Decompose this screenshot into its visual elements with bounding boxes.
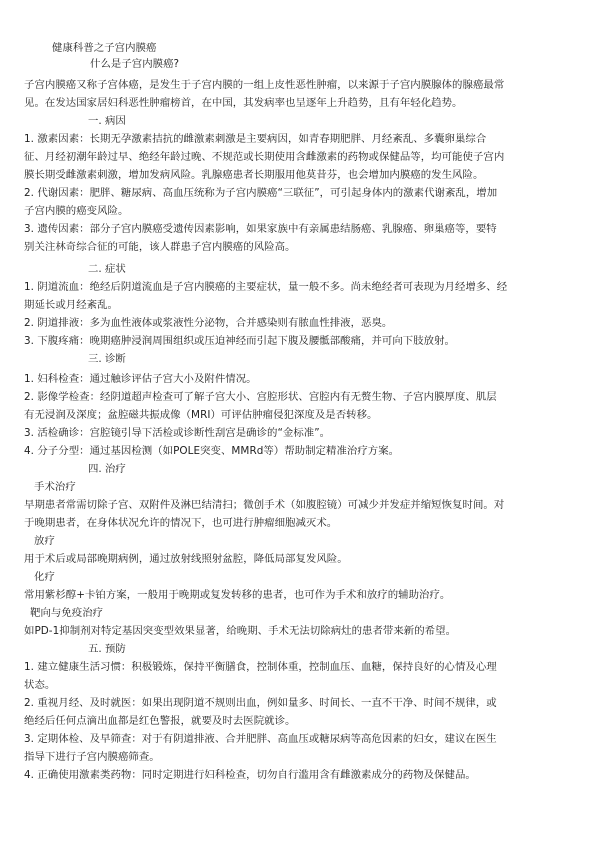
body-line: 1. 妇科检查：通过触诊评估子宫大小及附件情况。 bbox=[24, 373, 257, 385]
body-line: 有无浸润及深度；盆腔磁共振成像（MRI）可评估肿瘤侵犯深度及是否转移。 bbox=[24, 409, 378, 421]
intro-line: 子宫内膜癌又称子宫体癌，是发生于子宫内膜的一组上皮性恶性肿瘤，以来源于子宫内膜腺体的腺癌最常 bbox=[24, 79, 505, 91]
body-line: 绝经后任何点滴出血都是红色警报，就要及时去医院就诊。 bbox=[24, 715, 296, 727]
intro-line: 见。在发达国家居妇科恶性肿瘤榜首，在中国，其发病率也呈逐年上升趋势，且有年轻化趋势。 bbox=[24, 97, 463, 109]
body-line: 状态。 bbox=[24, 679, 56, 691]
section-heading-treatment: 四. 治疗 bbox=[88, 463, 126, 475]
subheading-chemotherapy: 化疗 bbox=[34, 571, 55, 583]
body-line: 3. 定期体检、及早筛查：对于有阴道排液、合并肥胖、高血压或糖尿病等高危因素的妇女，建议在医生 bbox=[24, 733, 497, 745]
body-line: 3. 下腹疼痛：晚期癌肿浸润周围组织或压迫神经而引起下腹及腰骶部酸痛，并可向下肢放射。 bbox=[24, 335, 455, 347]
body-line: 1. 建立健康生活习惯：积极锻炼，保持平衡膳食，控制体重，控制血压、血糖，保持良好的心情及心理 bbox=[24, 661, 497, 673]
body-line: 3. 遗传因素：部分子宫内膜癌受遗传因素影响，如果家族中有亲属患结肠癌、乳腺癌、卵巢癌等，要特 bbox=[24, 223, 497, 235]
body-line: 子宫内膜的癌变风险。 bbox=[24, 205, 129, 217]
body-line: 于晚期患者，在身体状况允许的情况下，也可进行肿瘤细胞减灭术。 bbox=[24, 517, 338, 529]
body-line: 1. 阴道流血：绝经后阴道流血是子宫内膜癌的主要症状，量一般不多。尚未绝经者可表现为月经增多、经 bbox=[24, 281, 508, 293]
body-line: 2. 重视月经、及时就医：如果出现阴道不规则出血，例如量多、时间长、一直不干净、时间不规律，或 bbox=[24, 697, 497, 709]
body-line: 2. 代谢因素：肥胖、糖尿病、高血压统称为子宫内膜癌“三联征”，可引起身体内的激素代谢紊乱，增加 bbox=[24, 187, 498, 199]
body-line: 期延长或月经紊乱。 bbox=[24, 299, 118, 311]
section-heading-diagnosis: 三. 诊断 bbox=[88, 353, 126, 365]
subheading-surgery: 手术治疗 bbox=[34, 481, 76, 493]
body-line: 4. 正确使用激素类药物：同时定期进行妇科检查，切勿自行滥用含有雌激素成分的药物及保健品。 bbox=[24, 769, 476, 781]
section-heading-symptoms: 二. 症状 bbox=[88, 263, 126, 275]
body-line: 1. 激素因素：长期无孕激素拮抗的雌激素刺激是主要病因，如青春期肥胖、月经紊乱、多囊卵巢综合 bbox=[24, 133, 487, 145]
section-heading-prevention: 五. 预防 bbox=[88, 643, 126, 655]
subheading-targeted-immune: 靶向与免疫治疗 bbox=[30, 607, 104, 619]
body-line: 征、月经初潮年龄过早、绝经年龄过晚、不规范或长期使用含雌激素的药物或保健品等，均可能使子宫内 bbox=[24, 151, 505, 163]
body-line: 如PD-1抑制剂对特定基因突变型效果显著，给晚期、手术无法切除病灶的患者带来新的希望。 bbox=[24, 625, 457, 637]
body-line: 用于术后或局部晚期病例，通过放射线照射盆腔，降低局部复发风险。 bbox=[24, 553, 348, 565]
body-line: 4. 分子分型：通过基因检测（如POLE突变、MMRd等）帮助制定精准治疗方案。 bbox=[24, 445, 400, 457]
doc-title: 健康科普之子宫内膜癌 bbox=[52, 42, 157, 54]
body-line: 指导下进行子宫内膜癌筛查。 bbox=[24, 751, 160, 763]
body-line: 早期患者常需切除子宫、双附件及淋巴结清扫；微创手术（如腹腔镜）可减少并发症并缩短恢复时间。对 bbox=[24, 499, 505, 511]
body-line: 别关注林奇综合征的可能，该人群患子宫内膜癌的风险高。 bbox=[24, 241, 296, 253]
body-line: 常用紫杉醇+卡铂方案，一般用于晚期或复发转移的患者，也可作为手术和放疗的辅助治疗。 bbox=[24, 589, 451, 601]
body-line: 2. 阴道排液：多为血性液体或浆液性分泌物，合并感染则有脓血性排液，恶臭。 bbox=[24, 317, 393, 329]
body-line: 3. 活检确诊：宫腔镜引导下活检或诊断性刮宫是确诊的“金标准”。 bbox=[24, 427, 331, 439]
section-heading-causes: 一. 病因 bbox=[88, 115, 126, 127]
subheading-radiotherapy: 放疗 bbox=[34, 535, 55, 547]
body-line: 膜长期受雌激素刺激，增加发病风险。乳腺癌患者长期服用他莫昔芬，也会增加内膜癌的发生风险。 bbox=[24, 169, 484, 181]
body-line: 2. 影像学检查：经阴道超声检查可了解子宫大小、宫腔形状、宫腔内有无赘生物、子宫内膜厚度、肌层 bbox=[24, 391, 497, 403]
doc-subtitle: 什么是子宫内膜癌? bbox=[90, 58, 180, 70]
